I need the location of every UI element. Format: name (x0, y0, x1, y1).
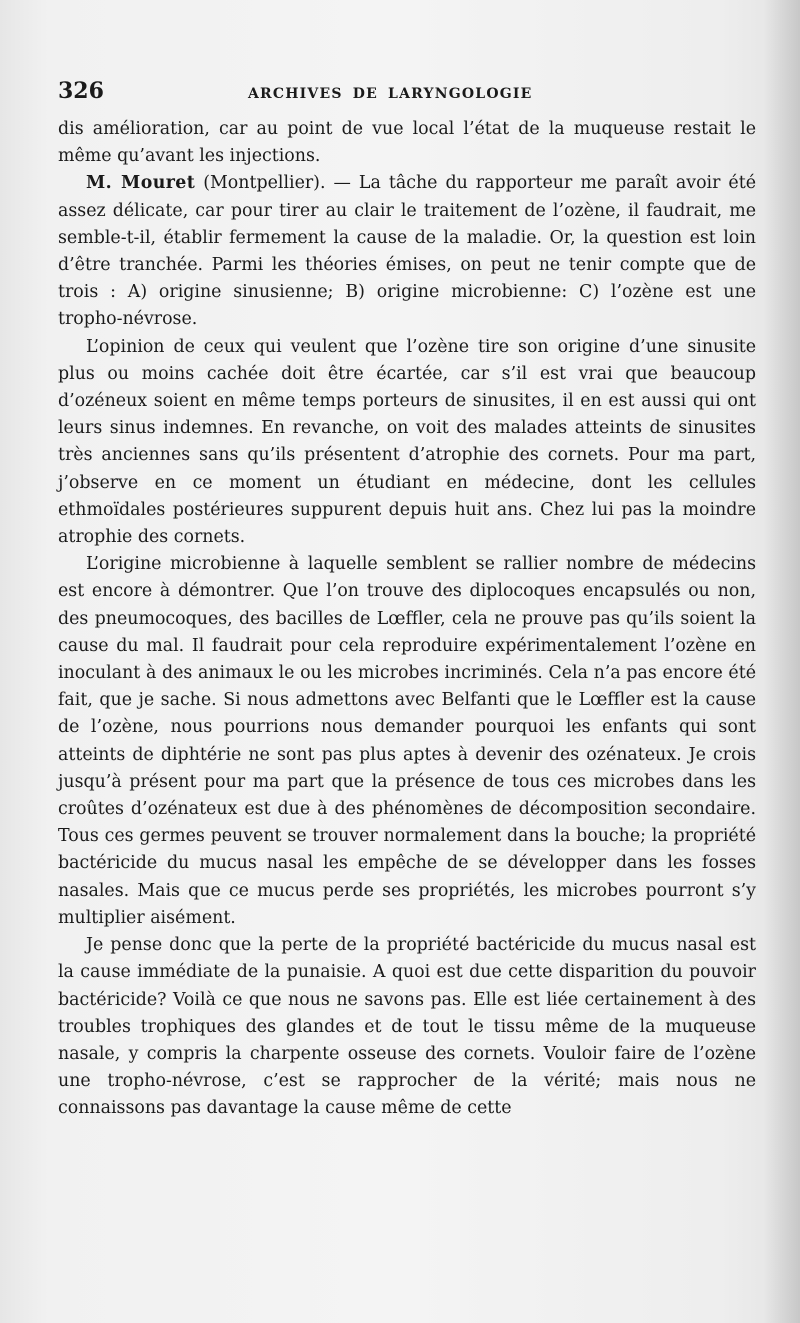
paragraph-mouret-intro (58, 170, 756, 333)
page-edge-shadow (764, 0, 800, 1323)
paragraph-text: L’origine microbienne à laquelle semblent se rallier nombre de médecins est encore à démontrer. Que l’on trouve des diplocoques encapsulés ou non, des pneumocoques, des bacilles de Lœffler, cela ne prouve pas qu’ils soient la cause du mal. Il faudrait pour cela reproduire expérimentalement l’ozène en inoculant à des animaux le ou les microbes incriminés. Cela n’a pas encore été fait, que je sache. Si nous admettons avec Belfanti que le Lœffler est la cause de l’ozène, nous pourrions nous demander pourquoi les enfants qui sont atteints de diphtérie ne sont pas plus aptes à devenir des ozénateux. Je crois jusqu’à présent pour ma part que la présence de tous ces microbes dans les croûtes d’ozénateux est due à des phénomènes de décomposition secondaire. Tous ces germes peuvent se trouver normalement dans la bouche; la propriété bactéricide du mucus nasal les empêche de se développer dans les fosses nasales. Mais que ce mucus perde ses propriétés, les microbes pourront s’y multiplier aisément. (58, 554, 756, 928)
paragraph-text: dis amélioration, car au point de vue local l’état de la muqueuse restait le même qu’avant les injections. (58, 119, 756, 167)
paragraph-text: (Montpellier). — La tâche du rapporteur me paraît avoir été assez délicate, car pour tirer au clair le traitement de l’ozène, il faudrait, me semble-t-il, établir fermement la cause de la maladie. Or, la question est loin d’être tranchée. Parmi les théories émises, on peut ne tenir compte que de trois : A) origine sinusienne; B) origine microbienne: C) l’ozène est une tropho-névrose. (58, 173, 756, 330)
paragraph-continuation (58, 116, 756, 170)
speaker-name: M. Mouret (86, 173, 196, 194)
paragraph-conclusion (58, 932, 756, 1122)
paragraph-sinusienne (58, 334, 756, 552)
paragraph-microbienne (58, 551, 756, 932)
page-number: 326 (58, 78, 104, 104)
body-text (58, 116, 756, 1123)
paragraph-text: Je pense donc que la perte de la propriété bactéricide du mucus nasal est la cause immédiate de la punaisie. A quoi est due cette disparition du pouvoir bactéricide? Voilà ce que nous ne savons pas. Elle est liée certainement à des troubles trophiques des glandes et de tout le tissu même de la muqueuse nasale, y compris la charpente osseuse des cornets. Vouloir faire de l’ozène une tropho-névrose, c’est se rapprocher de la vérité; mais nous ne connaissons pas davantage la cause même de cette (58, 935, 756, 1119)
paragraph-text: L’opinion de ceux qui veulent que l’ozène tire son origine d’une sinusite plus ou moins cachée doit être écartée, car s’il est vrai que beaucoup d’ozéneux soient en même temps porteurs de sinusites, il en est aussi qui ont leurs sinus indemnes. En revanche, on voit des malades atteints de sinusites très anciennes sans qu’ils présentent d’atrophie des cornets. Pour ma part, j’observe en ce moment un étudiant en médecine, dont les cellules ethmoïdales postérieures suppurent depuis huit ans. Chez lui pas la moindre atrophie des cornets. (58, 336, 756, 548)
journal-title: ARCHIVES DE LARYNGOLOGIE (248, 86, 533, 102)
running-head (58, 78, 756, 110)
